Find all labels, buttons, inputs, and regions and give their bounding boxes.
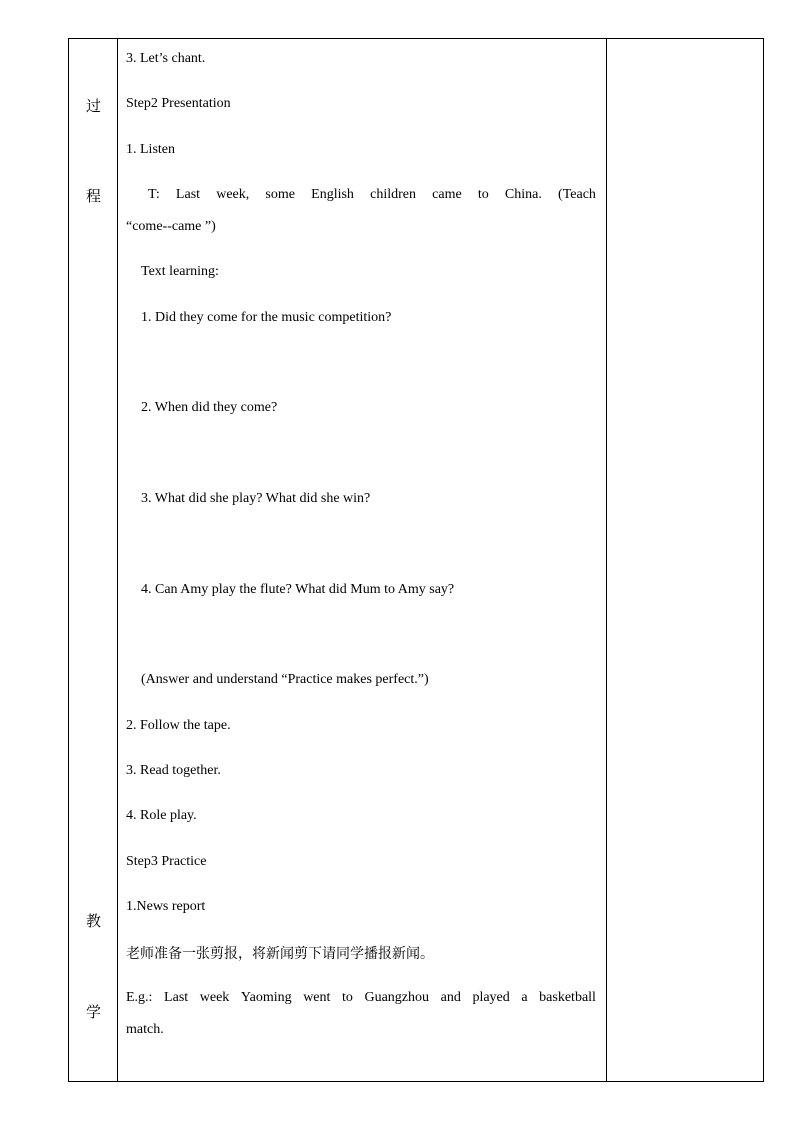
word: played [472,990,510,1005]
word: and [440,990,461,1005]
word: children [370,187,416,202]
word: came [432,187,462,202]
content-line: match. [126,1022,164,1037]
word: went [303,990,331,1005]
content-line: 3. Read together. [126,763,221,778]
side-label-char: 过 [85,97,101,115]
word: to [342,990,353,1005]
word: English [311,187,354,202]
side-label-char: 教 [85,912,101,930]
word: to [477,187,489,202]
side-label-char: 程 [85,187,101,205]
side-label-char: 学 [85,1003,101,1021]
word: week [199,990,230,1005]
word: China. [504,187,542,202]
word: Guangzhou [364,990,430,1005]
word: a [521,990,528,1005]
column-divider [606,39,607,1081]
word: E.g.: [126,990,153,1005]
word: basketball [539,990,596,1005]
content-line: 3. What did she play? What did she win? [141,491,371,506]
content-line: 1. Did they come for the music competition? [141,310,392,325]
content-line: 3. Let’s chant. [126,51,206,66]
content-line: 1. Listen [126,142,175,157]
lesson-table [68,38,764,1082]
content-line: 1.News report [126,899,206,914]
word: week, [216,187,250,202]
word: Yaoming [240,990,292,1005]
content-line: Text learning: [141,264,219,279]
word: Last [164,990,189,1005]
content-line: Step3 Practice [126,854,207,869]
content-line: 2. Follow the tape. [126,718,231,733]
content-line-justified [126,990,596,1006]
content-line-justified [126,187,596,203]
word: Last [175,187,201,202]
word: T: [148,187,160,202]
content-line: (Answer and understand “Practice makes perfect.”) [141,672,429,687]
content-line-chinese: 老师准备一张剪报，将新闻剪下请同学播报新闻。 [126,946,434,962]
word: some [265,187,295,202]
content-line: 4. Can Amy play the flute? What did Mum to Amy say? [141,582,455,597]
content-line: Step2 Presentation [126,96,231,111]
word: (Teach [558,187,596,202]
content-line: 4. Role play. [126,808,197,823]
content-line: “come--came ”) [126,219,216,234]
content-line: 2. When did they come? [141,400,278,415]
